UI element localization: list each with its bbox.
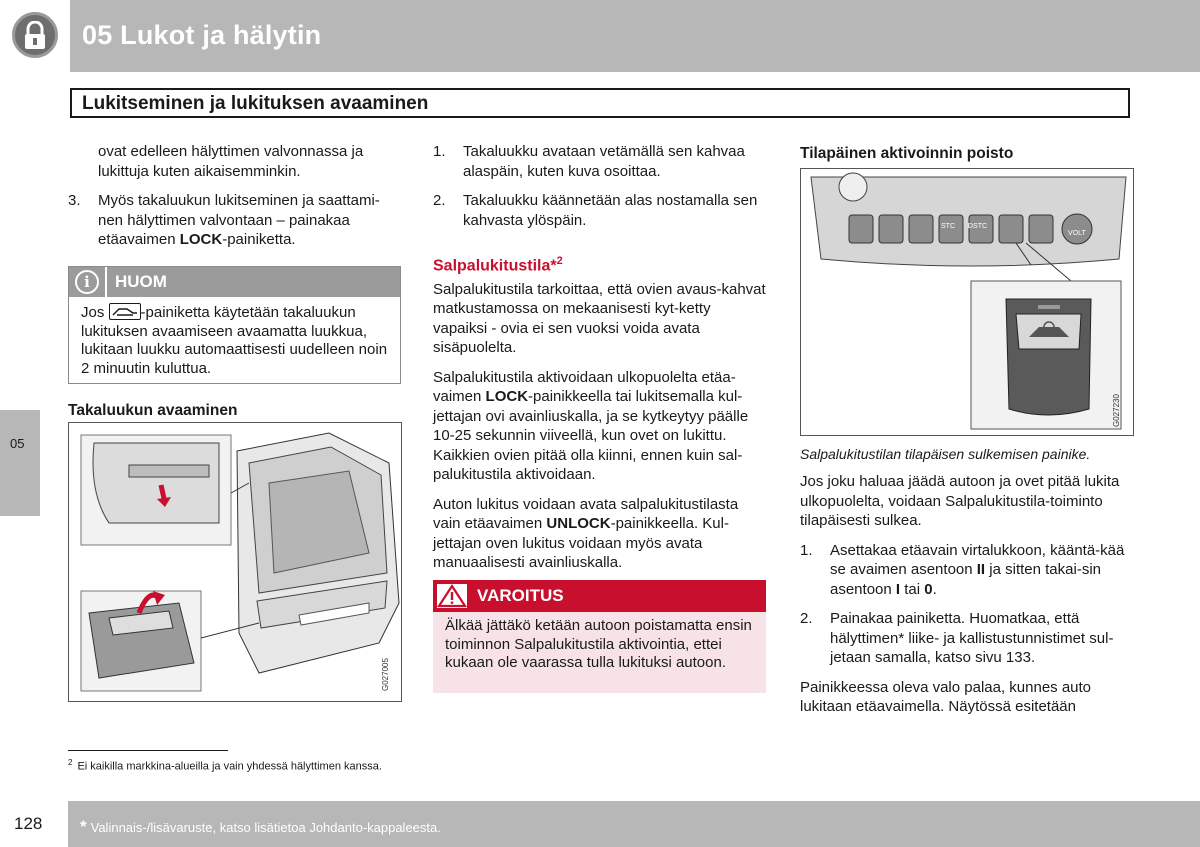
footnote: $^2$ Ei kaikilla markkina-alueilla ja vain yhdessä hälyttimen kanssa. (68, 758, 382, 773)
column-3 (800, 472, 1135, 727)
info-icon: i (75, 270, 99, 294)
list-text: Takaluukku käännetään alas nostamalla sen kahvasta ylöspäin. (463, 192, 758, 229)
continuation-text: ovat edelleen hälyttimen valvonnassa ja lukittuja kuten aikaisemminkin. (98, 143, 364, 180)
figure-caption: Salpalukitustilan tilapäisen sulkemisen painike. (800, 446, 1091, 462)
list-text: Painakaa painiketta. Huomatkaa, että hälyttimen* liike- ja kallistustunnistimet sul-jetaan samalla, katso sivu 133. (830, 610, 1114, 666)
list-text: Takaluukku avataan vetämällä sen kahvaa alaspäin, kuten kuva osoittaa. (463, 143, 745, 180)
tailgate-illustration (68, 422, 402, 702)
footer-note: * Valinnais-/lisävaruste, katso lisätietoa Johdanto-kappaleesta. (80, 817, 441, 836)
list-number: 1. (433, 143, 446, 160)
paragraph: Auton lukitus voidaan avata salpalukitustilasta vain etäavaimen UNLOCK-painikkeella. Kul-jettajan oven lukitus voidaan myös avata manuaalisesti avainliuskalla. (433, 495, 739, 572)
list-item (68, 191, 403, 250)
warning-header (433, 580, 766, 612)
footer-band (68, 801, 1200, 847)
notice-body: Jos -painiketta käytetään takaluukun lukituksen avaamiseen avaamatta luukkua, lukitaan luukku automaattisesti uudelleen noin 2 minuutin kuluttua. (81, 304, 388, 377)
page-header (0, 0, 1200, 72)
side-tab-label: 05 (10, 436, 25, 451)
warning-label: VAROITUS (477, 586, 564, 605)
list-number: 1. (800, 541, 813, 559)
list-item (433, 142, 768, 181)
list-number: 2. (433, 192, 446, 209)
notice-box (68, 266, 401, 384)
notice-divider (105, 267, 107, 297)
column-2 (433, 142, 768, 583)
trunk-button-icon (109, 303, 141, 320)
column-1 (68, 142, 403, 260)
list-text: Asettakaa etäavain virtalukkoon, kääntä-kää se avaimen asentoon II ja sitten takai-sin asentoon I tai 0. (830, 541, 1125, 598)
chapter-side-tab (0, 410, 40, 516)
figure-code: G027005 (381, 658, 390, 691)
button-panel-illustration (800, 168, 1134, 436)
paragraph: Salpalukitustila aktivoidaan ulkopuolelta etäa-vaimen LOCK-painikkeella tai lukitsemalla kul-jettajan ovi avainliuskalla, ja se kytkeytyy päälle 10-25 sekunnin viiveellä, kun ovet on lukittu. Kaikkien ovien pitää olla kiinni, ennen kuin sal-palukitustila aktivoidaan. (433, 368, 749, 484)
section-title-box (70, 88, 1130, 118)
figure-code: G027230 (1112, 394, 1121, 427)
paragraph: Jos joku haluaa jäädä autoon ja ovet pitää lukita ulkopuolelta, voidaan Salpalukitustila-toiminto tilapäisesti sulkea. (800, 473, 1120, 529)
paragraph: Painikkeessa oleva valo palaa, kunnes auto lukitaan etäavaimella. Näytössä esitetään (800, 678, 1092, 715)
page-number: 128 (14, 814, 43, 833)
section-title: Lukitseminen ja lukituksen avaaminen (82, 93, 429, 114)
subhead-temporary-deactivation: Tilapäinen aktivoinnin poisto (800, 145, 1014, 162)
warning-icon (437, 584, 467, 608)
stc-button-label: STC (941, 223, 955, 230)
list-item (800, 541, 1135, 600)
subhead-tailgate-opening: Takaluukun avaaminen (68, 402, 238, 419)
volt-label: VOLT (1068, 230, 1086, 237)
list-number: 3. (68, 192, 81, 209)
footnote-rule (68, 750, 228, 751)
list-number: 2. (800, 610, 813, 627)
notice-header (69, 267, 400, 297)
subhead-deadlock-mode: Salpalukitustila*$^2$ (433, 255, 563, 275)
notice-label: HUOM (115, 272, 167, 291)
chapter-title: 05 Lukot ja hälytin (82, 20, 322, 50)
list-item (800, 609, 1135, 668)
list-text: Myös takaluukun lukitseminen ja saattami-nen hälyttimen valvontaan – painakaa etäavaimen LOCK-painiketta. (98, 192, 380, 248)
header-icon-cell (0, 0, 68, 72)
paragraph: Salpalukitustila tarkoittaa, että ovien avaus-kahvat matkustamossa on mekaanisesti kyt-ketty vapaiksi - ovia ei sen vuoksi voida avata sisäpuolelta. (433, 280, 766, 357)
dstc-button-label: DSTC (968, 223, 988, 230)
warning-body: Älkää jättäkö ketään autoon poistamatta ensin toiminnon Salpalukitustila aktivointia, ettei kukaan ole vaarassa tulla lukituksi autoon. (445, 617, 752, 671)
list-item (433, 191, 768, 230)
warning-box (433, 580, 766, 693)
padlock-icon (12, 12, 58, 58)
